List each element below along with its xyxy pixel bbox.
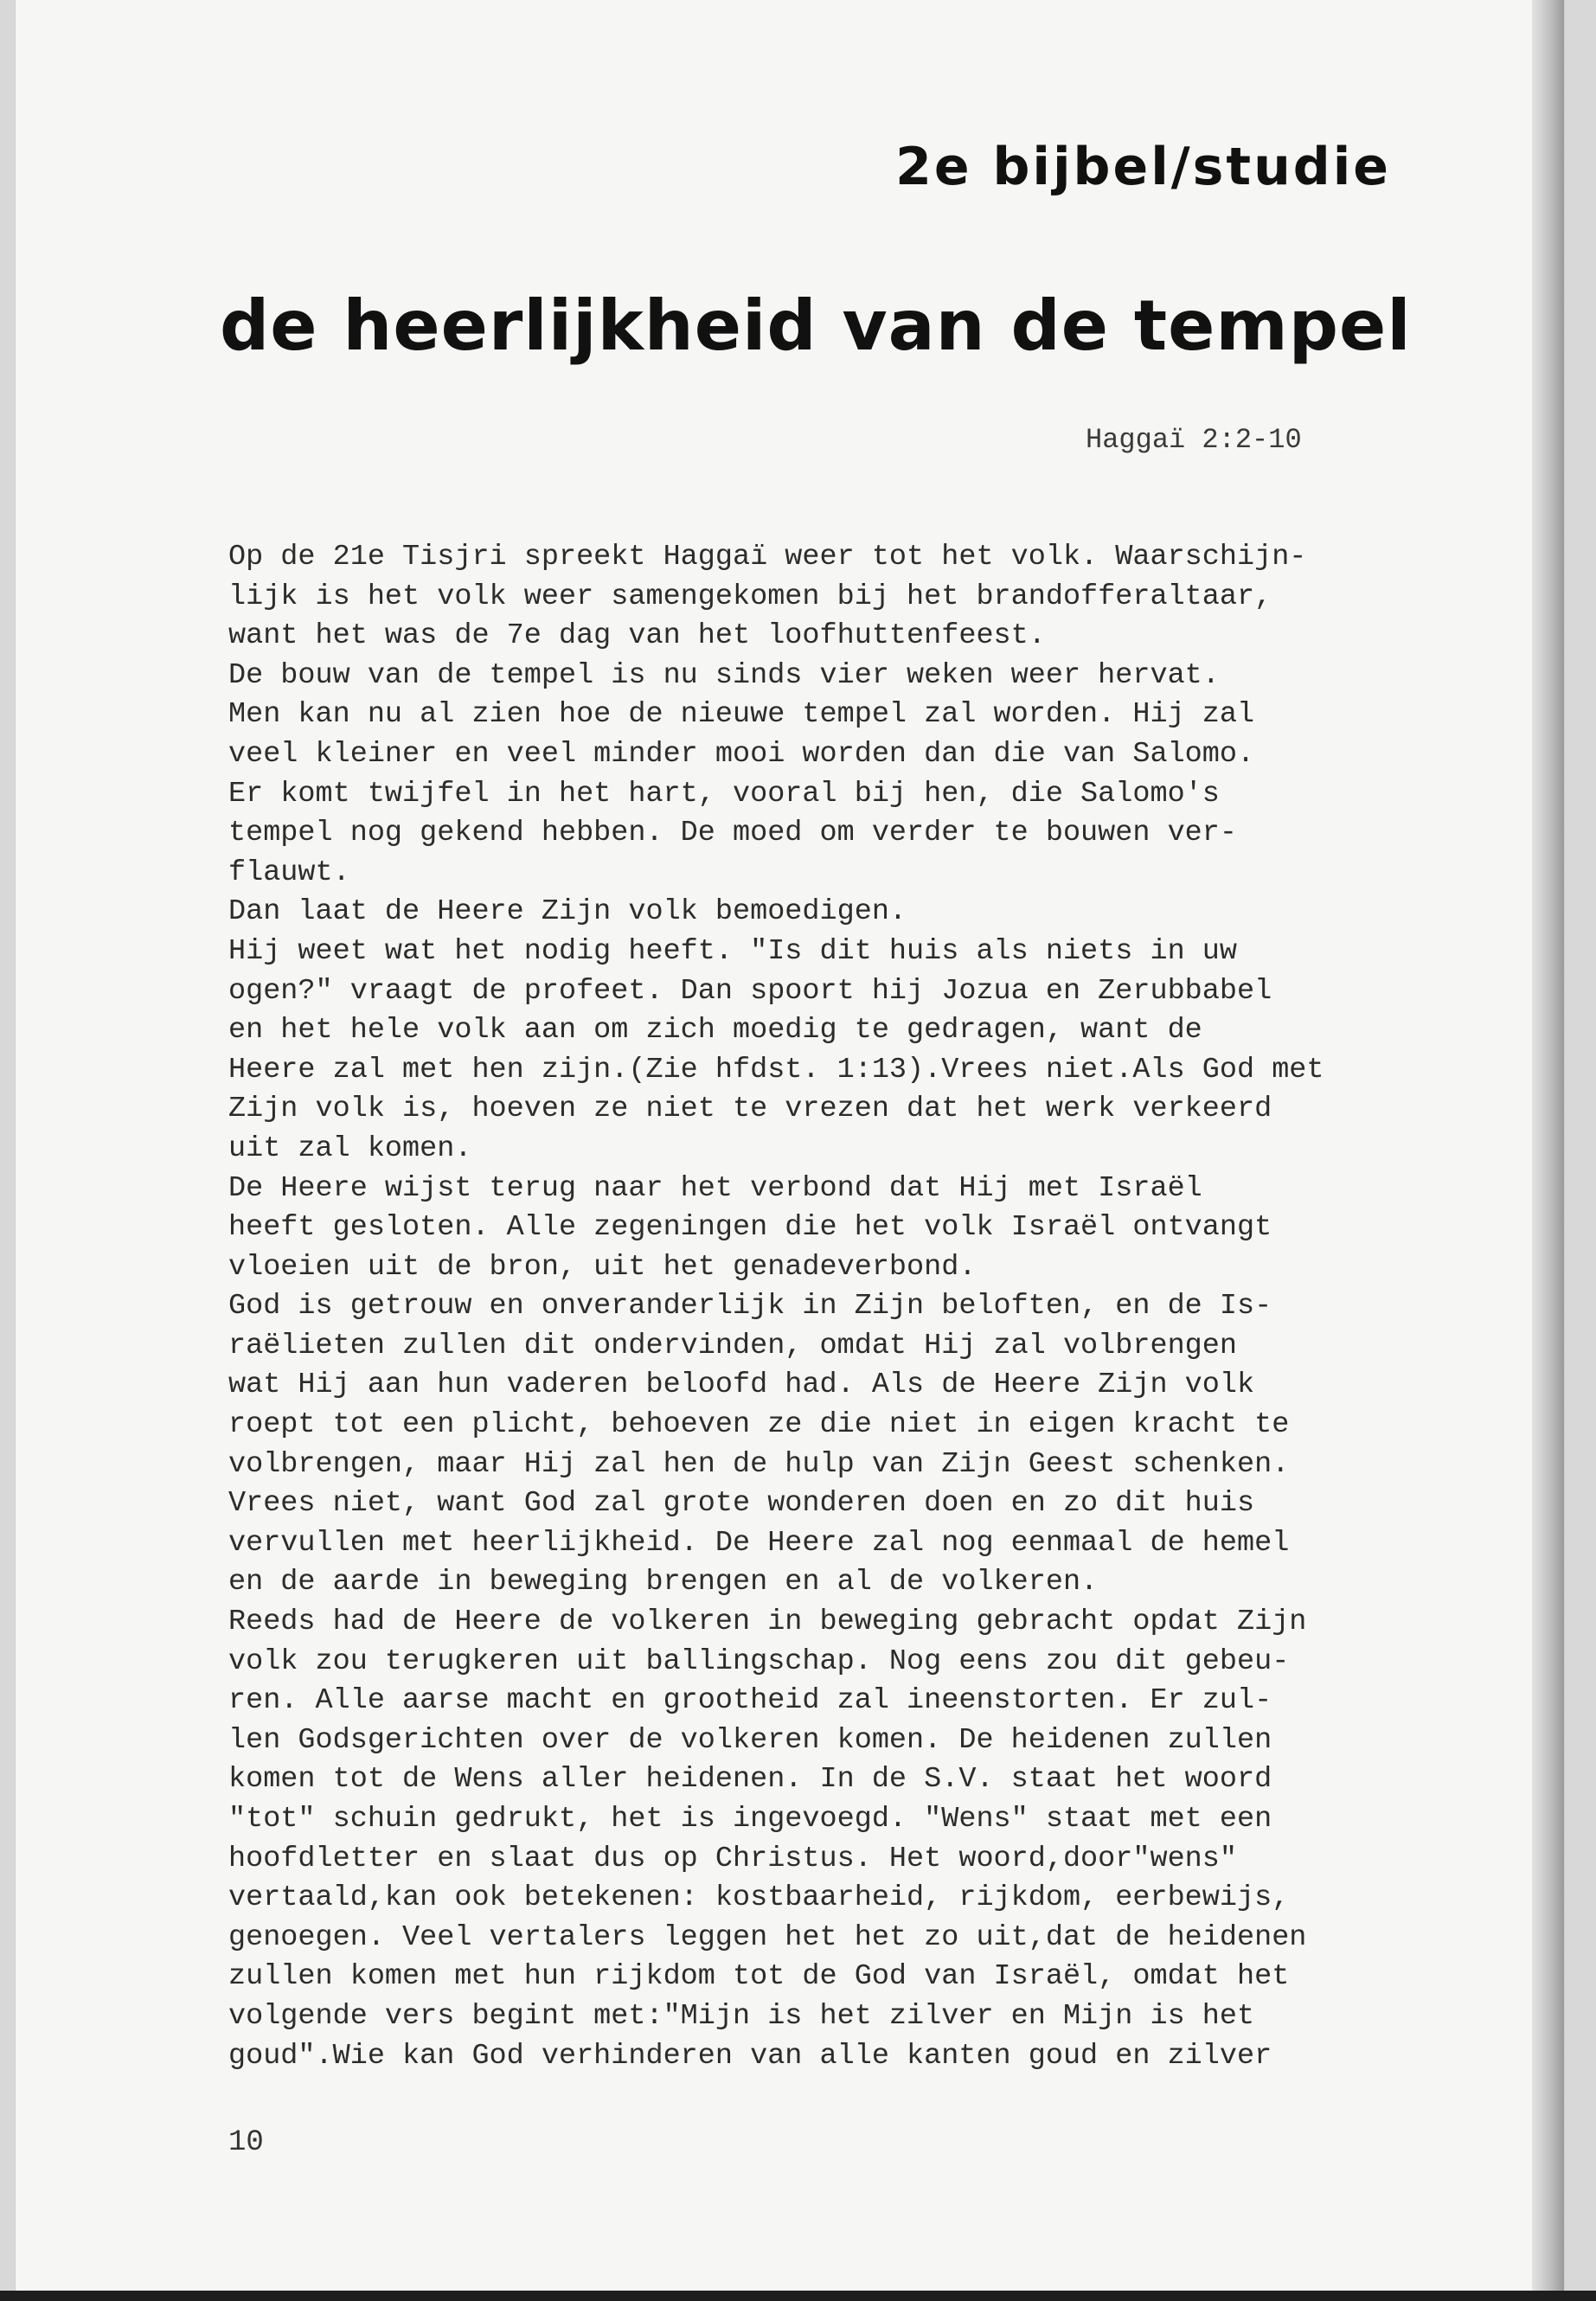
text-line: God is getrouw en onveranderlijk in Zijn beloften, en de Is-	[228, 1290, 1272, 1324]
text-line: komen tot de Wens aller heidenen. In de S.V. staat het woord	[228, 1763, 1272, 1797]
text-line: zullen komen met hun rijkdom tot de God van Israël, omdat het	[228, 1960, 1290, 1994]
text-line: vloeien uit de bron, uit het genadeverbond.	[228, 1250, 977, 1284]
page-title: de heerlijkheid van de tempel	[220, 285, 1412, 366]
text-line: genoegen. Veel vertalers leggen het het zo uit,dat de heidenen	[228, 1920, 1307, 1954]
text-line: ren. Alle aarse macht en grootheid zal ineenstorten. Er zul-	[228, 1684, 1272, 1718]
text-line: goud".Wie kan God verhinderen van alle kanten goud en zilver	[228, 2039, 1272, 2073]
text-line: Reeds had de Heere de volkeren in beweging gebracht opdat Zijn	[228, 1606, 1307, 1639]
body-text	[228, 538, 1500, 2076]
text-line: ogen?" vraagt de profeet. Dan spoort hij Jozua en Zerubbabel	[228, 974, 1272, 1008]
text-line: flauwt.	[228, 856, 350, 889]
text-line: Hij weet wat het nodig heeft. "Is dit huis als niets in uw	[228, 934, 1237, 968]
text-line: tempel nog gekend hebben. De moed om verder te bouwen ver-	[228, 817, 1237, 850]
series-label: 2e bijbel/studie	[895, 137, 1391, 197]
text-line: en de aarde in beweging brengen en al de volkeren.	[228, 1566, 1099, 1599]
scripture-reference: Haggaï 2:2-10	[1086, 424, 1302, 456]
text-line: roept tot een plicht, behoeven ze die niet in eigen kracht te	[228, 1408, 1290, 1442]
text-line: lijk is het volk weer samengekomen bij het brandofferaltaar,	[228, 580, 1272, 613]
text-line: want het was de 7e dag van het loofhuttenfeest.	[228, 619, 1046, 653]
binding-edge	[1532, 0, 1564, 2301]
text-line: De Heere wijst terug naar het verbond dat Hij met Israël	[228, 1171, 1202, 1205]
text-line: Er komt twijfel in het hart, vooral bij hen, die Salomo's	[228, 777, 1220, 811]
text-line: veel kleiner en veel minder mooi worden dan die van Salomo.	[228, 737, 1255, 771]
text-line: Vrees niet, want God zal grote wonderen doen en zo dit huis	[228, 1487, 1255, 1521]
text-line: volbrengen, maar Hij zal hen de hulp van Zijn Geest schenken.	[228, 1447, 1290, 1481]
text-line: en het hele volk aan om zich moedig te gedragen, want de	[228, 1014, 1202, 1048]
text-line: heeft gesloten. Alle zegeningen die het volk Israël ontvangt	[228, 1211, 1272, 1245]
text-line: Zijn volk is, hoeven ze niet te vrezen dat het werk verkeerd	[228, 1093, 1272, 1126]
text-line: volgende vers begint met:"Mijn is het zilver en Mijn is het	[228, 1999, 1255, 2033]
text-line: wat Hij aan hun vaderen beloofd had. Als de Heere Zijn volk	[228, 1368, 1255, 1402]
text-line: Heere zal met hen zijn.(Zie hfdst. 1:13).Vrees niet.Als God met	[228, 1053, 1324, 1086]
text-line: De bouw van de tempel is nu sinds vier weken weer hervat.	[228, 658, 1220, 692]
text-line: hoofdletter en slaat dus op Christus. Het woord,door"wens"	[228, 1842, 1237, 1875]
text-line: len Godsgerichten over de volkeren komen. De heidenen zullen	[228, 1723, 1272, 1757]
text-line: Men kan nu al zien hoe de nieuwe tempel zal worden. Hij zal	[228, 698, 1255, 732]
text-line: raëlieten zullen dit ondervinden, omdat Hij zal volbrengen	[228, 1329, 1237, 1362]
text-line: "tot" schuin gedrukt, het is ingevoegd. "Wens" staat met een	[228, 1803, 1272, 1836]
text-line: uit zal komen.	[228, 1131, 472, 1165]
page-number: 10	[228, 2126, 264, 2159]
text-line: Dan laat de Heere Zijn volk bemoedigen.	[228, 895, 907, 929]
text-line: volk zou terugkeren uit ballingschap. Nog eens zou dit gebeu-	[228, 1644, 1290, 1678]
text-line: vervullen met heerlijkheid. De Heere zal nog eenmaal de hemel	[228, 1526, 1290, 1560]
text-line: Op de 21e Tisjri spreekt Haggaï weer tot het volk. Waarschijn-	[228, 541, 1307, 574]
scan-bottom-edge	[0, 2291, 1596, 2301]
text-line: vertaald,kan ook betekenen: kostbaarheid, rijkdom, eerbewijs,	[228, 1881, 1290, 1915]
page	[16, 0, 1564, 2301]
